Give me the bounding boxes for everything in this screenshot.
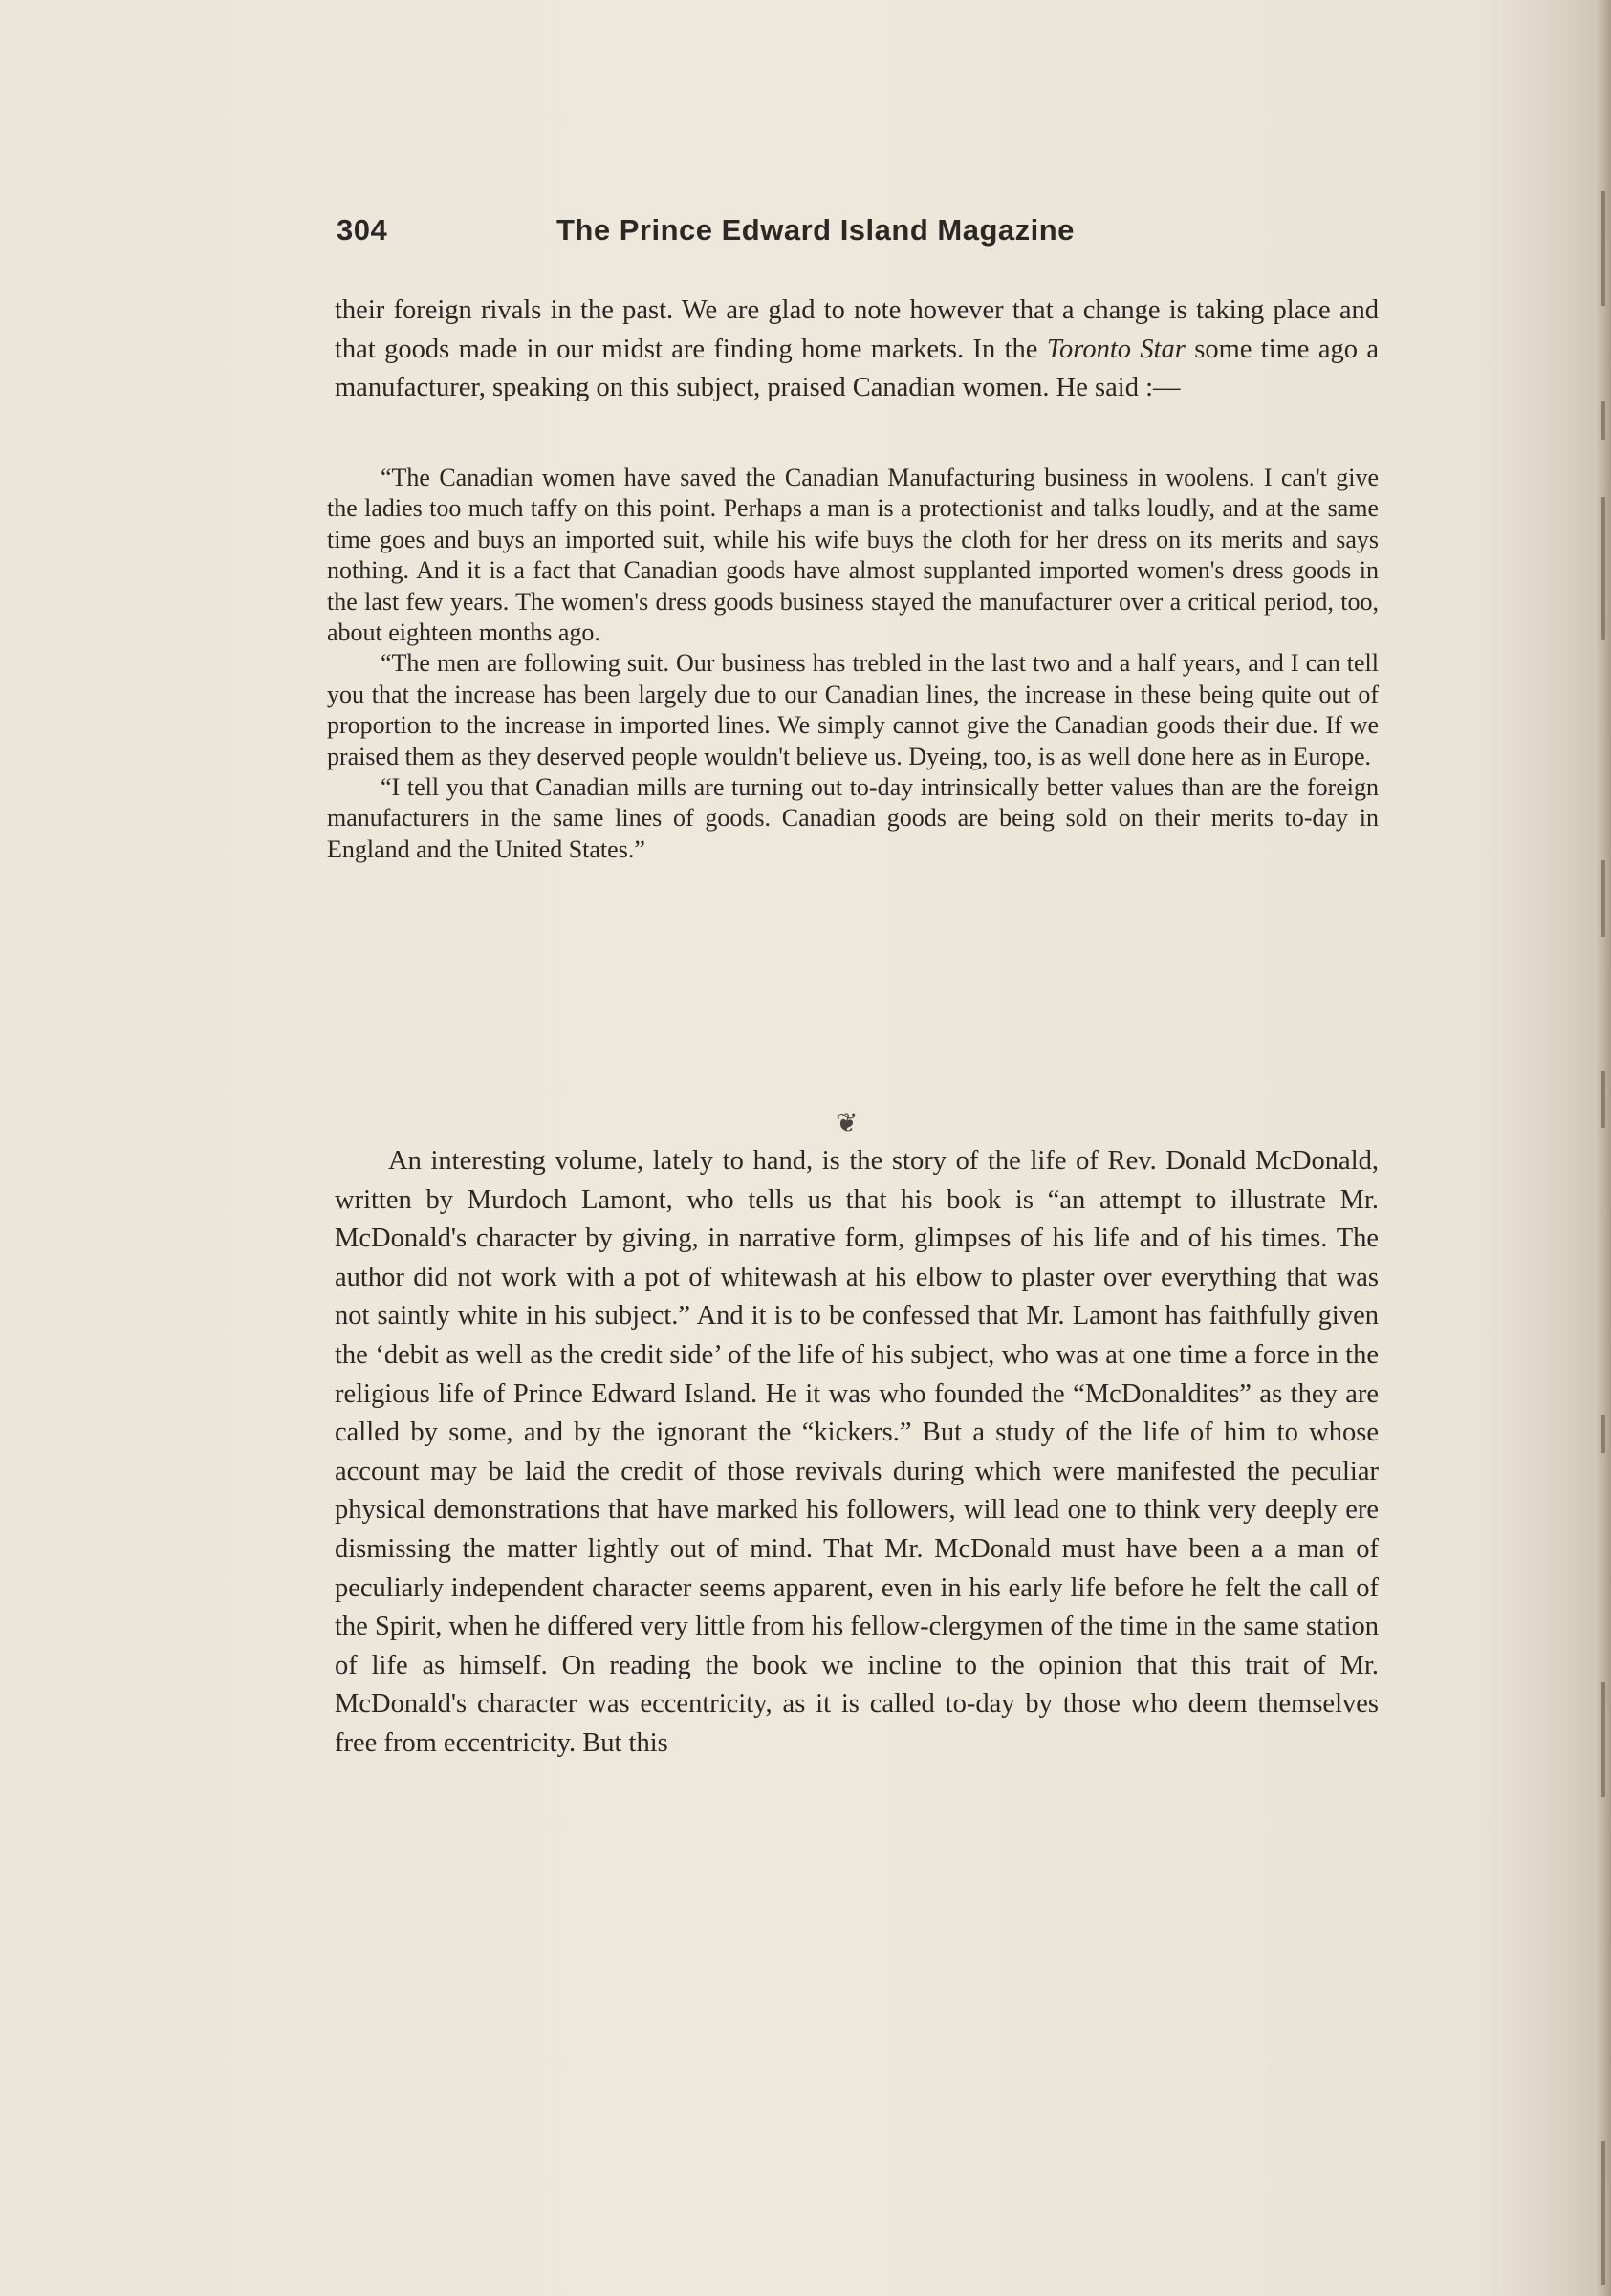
newspaper-title: Toronto Star <box>1046 334 1186 364</box>
paragraph-intro-text-a: their foreign rivals in the past. We are glad to note however that a change is taking place and that goods made in our midst are finding home markets. In the <box>335 295 1379 364</box>
paragraph-review-text: An interesting volume, lately to hand, is the story of the life of Rev. Donald McDonald, written by Murdoch Lamont, who tells us that his book is “an attempt to illustrate Mr. McDonald's character by giving, in narrative form, glimpses of his life and of his times. The author did not work with a pot of whitewash at his elbow to plaster over everything that was not saintly white in his subject.” And it is to be confessed that Mr. Lamont has faithfully given the ‘debit as well as the credit side’ of the life of his subject, who was at one time a force in the religious life of Prince Edward Island. He it was who founded the “McDonaldites” as they are called by some, and by the ignorant the “kickers.” But a study of the life of him to whose account may be laid the credit of those revivals during which were manifested the peculiar physical demonstrations that have marked his followers, will lead one to think very deeply ere dismissing the matter lightly out of mind. That Mr. McDonald must have been a a man of peculiarly independent character seems apparent, even in his early life before he felt the call of the Spirit, when he differed very little from his fellow-clergymen of the time in the same station of life as himself. On reading the book we incline to the opinion that this trait of Mr. McDonald's character was eccentricity, as it is called to-day by those who deem themselves free from eccentricity. But this <box>335 1146 1379 1758</box>
quote-paragraph-2: “The men are following suit. Our business has trebled in the last two and a half years, and I can tell you that the increase has been largely due to our Canadian lines, the increase in these being quite out of proportion to the increase in imported lines. We simply cannot give the Canadian goods their due. If we praised them as they deserved people wouldn't believe us. Dyeing, too, is as well done here as in Europe. <box>327 649 1379 770</box>
block-quote <box>327 463 1379 865</box>
running-header <box>337 213 1197 255</box>
page-edge <box>1594 0 1611 2296</box>
page-number: 304 <box>337 213 388 247</box>
paragraph-intro <box>335 292 1379 408</box>
quote-paragraph-3: “I tell you that Canadian mills are turning out to-day intrinsically better values than are the foreign manufacturers in the same lines of goods. Canadian goods are being sold on their merits to-day in England and the United States.” <box>327 773 1379 863</box>
section-ornament: ❦ <box>836 1109 859 1138</box>
paragraph-intro-text-b: some time ago a manufacturer, speaking on this subject, praised Canadian women. He said :— <box>335 334 1379 403</box>
quote-paragraph-1: “The Canadian women have saved the Canadian Manufacturing business in woolens. I can't give the ladies too much taffy on this point. Perhaps a man is a protectionist and talks loudly, and at the same time goes and buys an imported suit, while his wife buys the cloth for her dress on its merits and says nothing. And it is a fact that Canadian goods have almost supplanted imported women's dress goods in the last few years. The women's dress goods business stayed the manufacturer over a critical period, too, about eighteen months ago. <box>327 464 1379 647</box>
paragraph-review <box>335 1142 1379 1764</box>
running-title: The Prince Edward Island Magazine <box>556 213 1075 247</box>
